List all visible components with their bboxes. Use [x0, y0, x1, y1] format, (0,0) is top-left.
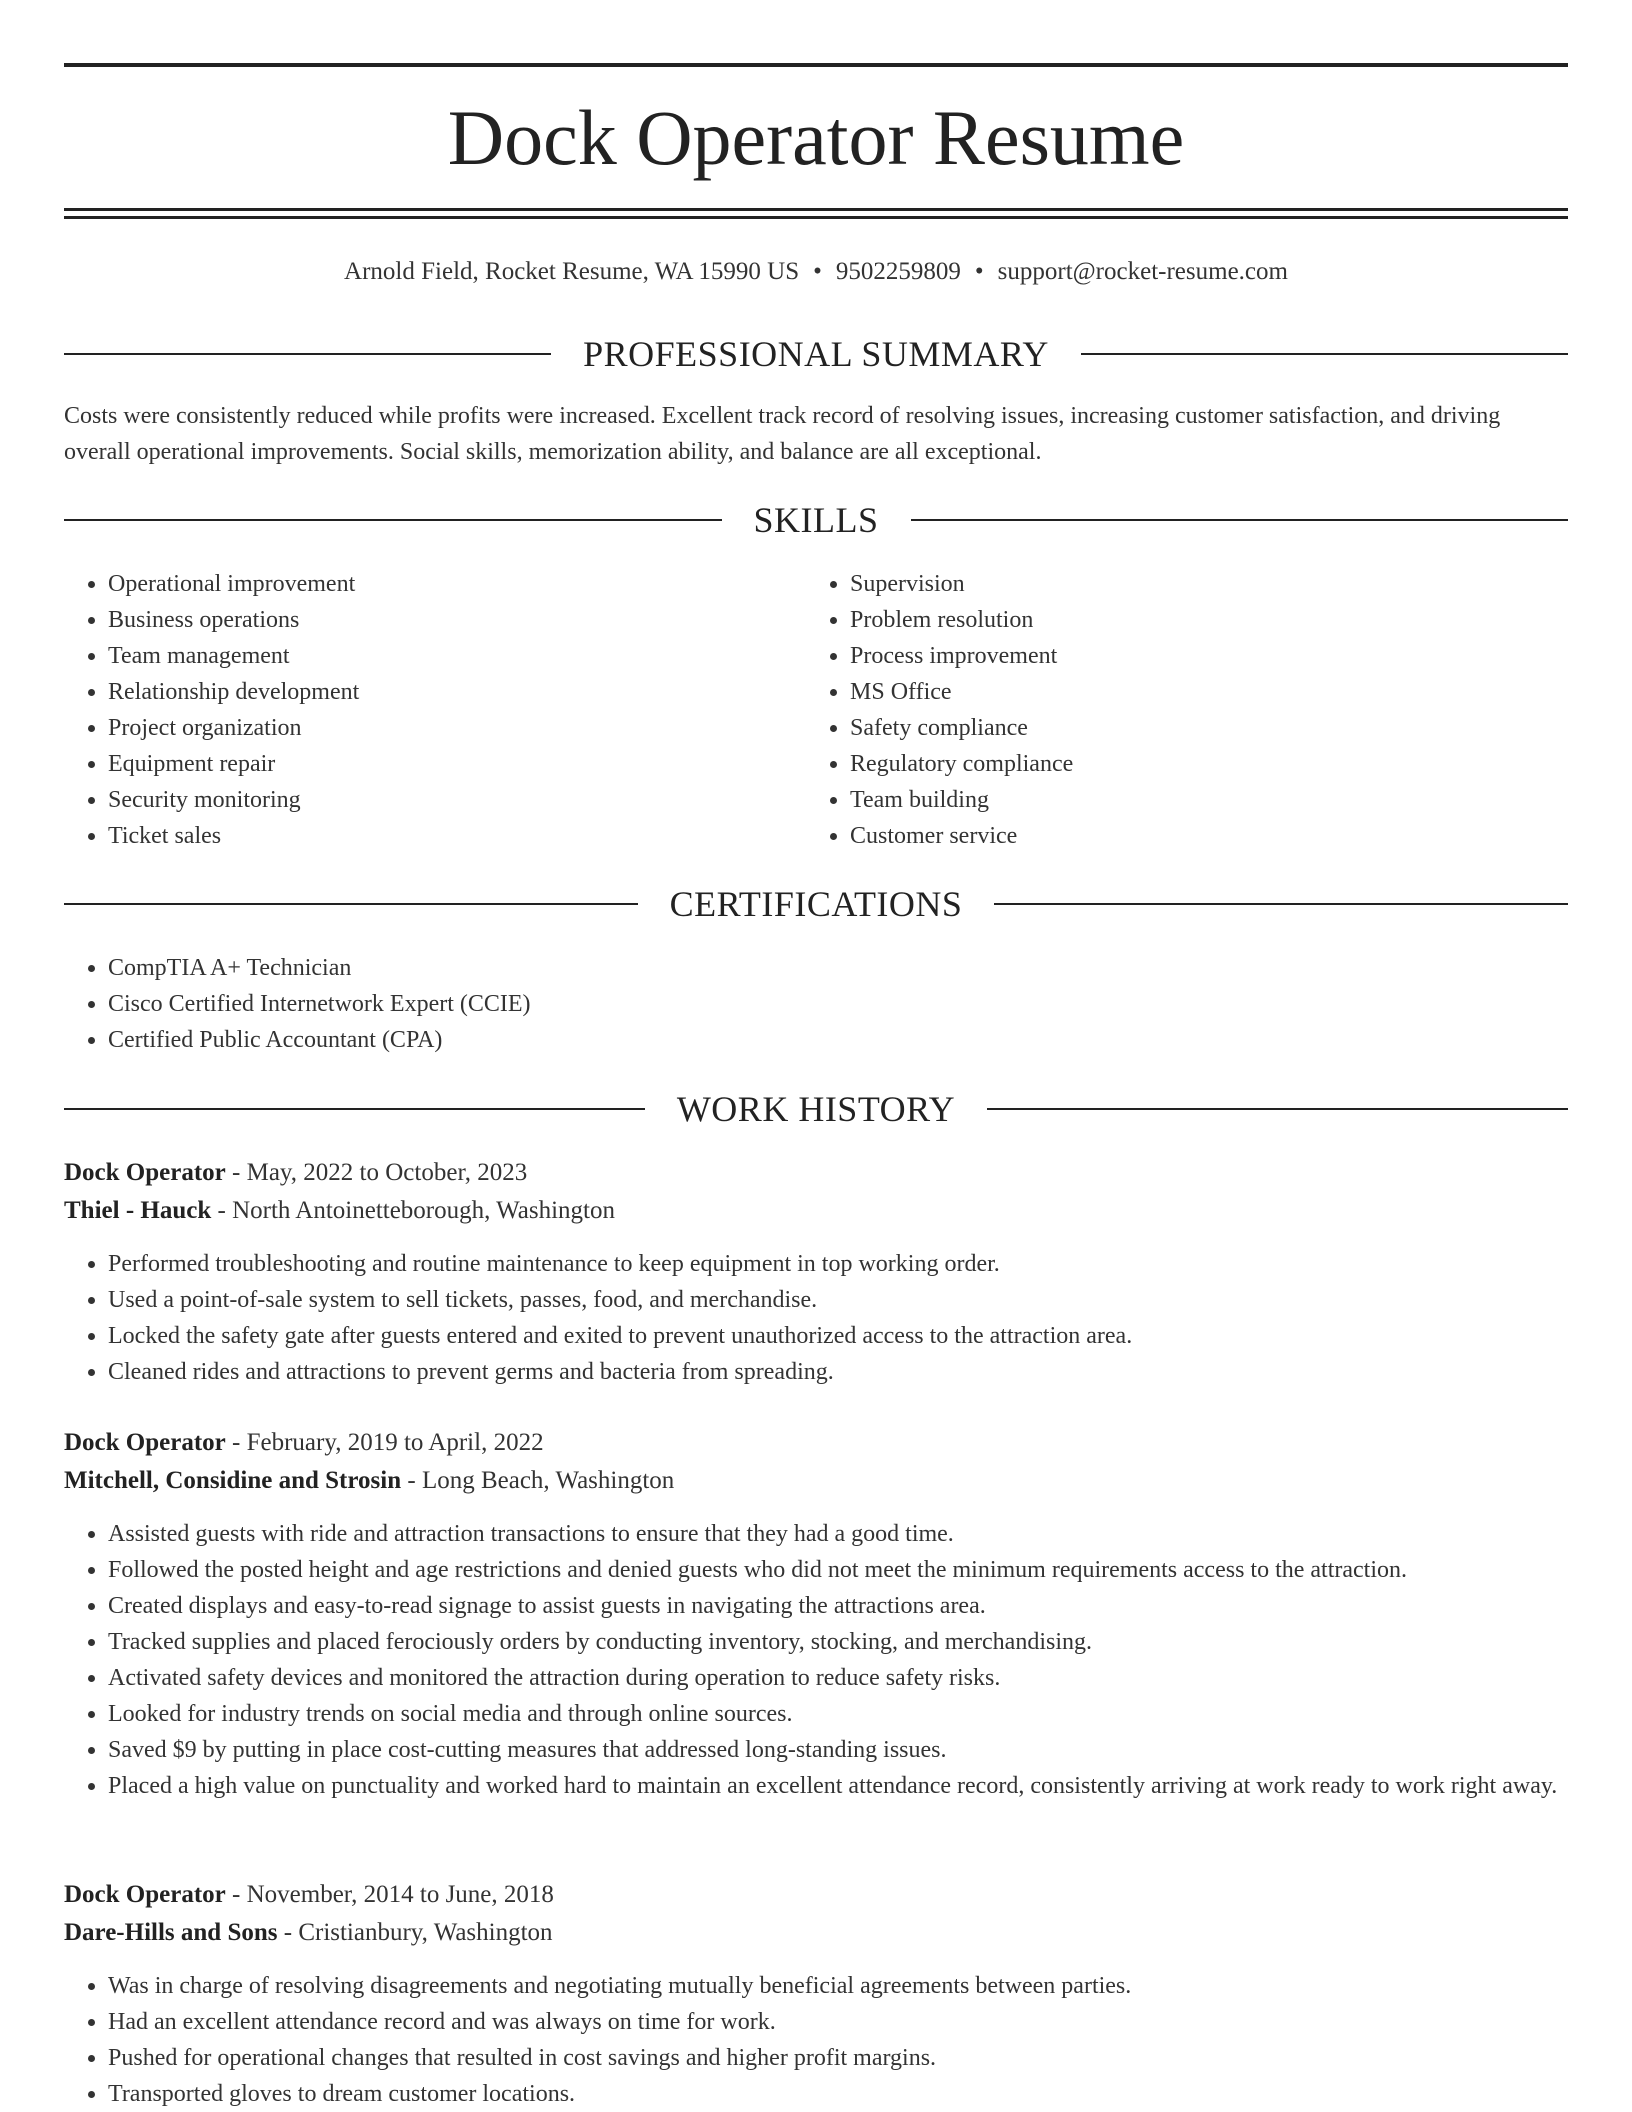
skills-list-right — [806, 566, 1610, 854]
job-duty-item: • Pushed for operational changes that resulted in cost savings and higher profit margins. — [108, 2040, 1568, 2076]
skill-item: • Supervision — [850, 566, 1610, 602]
skill-item: • Problem resolution — [850, 602, 1610, 638]
job-company: Dare-Hills and Sons — [64, 1919, 278, 1946]
skill-item: • Safety compliance — [850, 710, 1610, 746]
job-role: Dock Operator — [64, 1159, 226, 1186]
job-entry — [64, 1876, 1568, 2112]
contact-address: Arnold Field, Rocket Resume, WA 15990 US — [344, 258, 800, 285]
summary-text: Costs were consistently reduced while profits were increased. Excellent track record of resolving issues, increasing customer satisfaction, and driving overall operational improvements. Social skills, memorization ability, and balance are all exceptional. — [64, 403, 1501, 465]
job-dates: May, 2022 to October, 2023 — [246, 1159, 528, 1186]
summary-heading-label: PROFESSIONAL SUMMARY — [583, 334, 1049, 374]
heading-rule-left — [64, 1108, 645, 1110]
job-duty-item: • Followed the posted height and age restrictions and denied guests who did not meet the minimum requirements access to the attraction. — [108, 1552, 1568, 1588]
skill-item: • Process improvement — [850, 638, 1610, 674]
summary-section-heading — [64, 329, 1568, 379]
job-duty-item: • Created displays and easy-to-read signage to assist guests in navigating the attractions area. — [108, 1588, 1568, 1624]
job-company: Mitchell, Considine and Strosin — [64, 1467, 402, 1494]
job-duty-item: • Used a point-of-sale system to sell tickets, passes, food, and merchandise. — [108, 1282, 1568, 1318]
contact-email: support@rocket-resume.com — [997, 258, 1288, 285]
skills-list-left — [64, 566, 848, 854]
job-dates: February, 2019 to April, 2022 — [246, 1429, 544, 1456]
job-duty-item: • Saved $9 by putting in place cost-cutting measures that addressed long-standing issues. — [108, 1732, 1568, 1768]
work-history-heading-label: WORK HISTORY — [676, 1089, 956, 1129]
job-location: Long Beach, Washington — [421, 1467, 675, 1494]
skill-item: • MS Office — [850, 674, 1610, 710]
heading-rule-left — [64, 903, 638, 905]
skills-heading-label: SKILLS — [753, 500, 879, 540]
skill-item: • Ticket sales — [108, 818, 848, 854]
contact-line — [64, 254, 1568, 290]
job-role-line: Dock Operator - May, 2022 to October, 2023 — [64, 1159, 528, 1186]
job-entry — [64, 1154, 1568, 1390]
skill-item: • Team building — [850, 782, 1610, 818]
heading-rule-left — [64, 353, 551, 355]
job-duty-item: • Looked for industry trends on social media and through online sources. — [108, 1696, 1568, 1732]
certifications-heading-label: CERTIFICATIONS — [669, 884, 963, 924]
heading-rule-right — [1081, 353, 1568, 355]
job-company-line: Mitchell, Considine and Strosin - Long Beach, Washington — [64, 1467, 675, 1494]
contact-separator: • — [813, 258, 822, 285]
job-role-line: Dock Operator - February, 2019 to April, 2022 — [64, 1429, 544, 1456]
skill-item: • Regulatory compliance — [850, 746, 1610, 782]
skill-item: • Project organization — [108, 710, 848, 746]
job-duty-item: • Locked the safety gate after guests entered and exited to prevent unauthorized access to the attraction area. — [108, 1318, 1568, 1354]
resume-title: Dock Operator Resume — [447, 94, 1185, 181]
job-role-line: Dock Operator - November, 2014 to June, 2018 — [64, 1881, 554, 1908]
certification-item: • Cisco Certified Internetwork Expert (CCIE) — [108, 986, 1612, 1022]
top-rule — [64, 63, 1568, 67]
contact-separator: • — [974, 258, 984, 285]
contact-phone: 9502259809 — [835, 258, 961, 285]
job-duties-list — [64, 1516, 1568, 1804]
skill-item: • Team management — [108, 638, 848, 674]
skill-item: • Equipment repair — [108, 746, 848, 782]
job-duty-item: • Had an excellent attendance record and was always on time for work. — [108, 2004, 1568, 2040]
job-duty-item: • Transported gloves to dream customer locations. — [108, 2076, 1568, 2112]
heading-rule-right — [994, 903, 1568, 905]
job-duties-list — [64, 1968, 1568, 2112]
job-duty-item: • Tracked supplies and placed ferociously orders by conducting inventory, stocking, and merchandising. — [108, 1624, 1568, 1660]
job-role: Dock Operator — [64, 1881, 226, 1908]
job-duty-item: • Activated safety devices and monitored the attraction during operation to reduce safety risks. — [108, 1660, 1568, 1696]
job-duties-list — [64, 1246, 1568, 1390]
job-duty-item: • Placed a high value on punctuality and worked hard to maintain an excellent attendance record, consistently arriving at work ready to work right away. — [108, 1768, 1568, 1804]
job-entry — [64, 1424, 1568, 1804]
job-dates: November, 2014 to June, 2018 — [246, 1881, 554, 1908]
job-role: Dock Operator — [64, 1429, 226, 1456]
title-rule-upper — [64, 208, 1568, 211]
skill-item: • Relationship development — [108, 674, 848, 710]
skill-item: • Customer service — [850, 818, 1610, 854]
job-location: North Antoinetteborough, Washington — [232, 1197, 615, 1224]
job-location: Cristianbury, Washington — [298, 1919, 553, 1946]
heading-rule-left — [64, 519, 722, 521]
heading-rule-right — [987, 1108, 1568, 1110]
job-company: Thiel - Hauck — [64, 1197, 212, 1224]
heading-rule-right — [911, 519, 1569, 521]
skills-section-heading — [64, 495, 1568, 545]
certifications-list — [64, 950, 1612, 1058]
certification-item: • Certified Public Accountant (CPA) — [108, 1022, 1612, 1058]
job-duty-item: • Performed troubleshooting and routine maintenance to keep equipment in top working order. — [108, 1246, 1568, 1282]
skill-item: • Security monitoring — [108, 782, 848, 818]
skill-item: • Business operations — [108, 602, 848, 638]
certification-item: • CompTIA A+ Technician — [108, 950, 1612, 986]
work-history-section-heading — [64, 1084, 1568, 1134]
job-duty-item: • Cleaned rides and attractions to prevent germs and bacteria from spreading. — [108, 1354, 1568, 1390]
job-duty-item: • Assisted guests with ride and attraction transactions to ensure that they had a good time. — [108, 1516, 1568, 1552]
skill-item: • Operational improvement — [108, 566, 848, 602]
job-company-line: Dare-Hills and Sons - Cristianbury, Washington — [64, 1919, 553, 1946]
title-rule-lower — [64, 216, 1568, 219]
job-company-line: Thiel - Hauck - North Antoinetteborough, Washington — [64, 1197, 615, 1224]
job-duty-item: • Was in charge of resolving disagreements and negotiating mutually beneficial agreements between parties. — [108, 1968, 1568, 2004]
certifications-section-heading — [64, 879, 1568, 929]
